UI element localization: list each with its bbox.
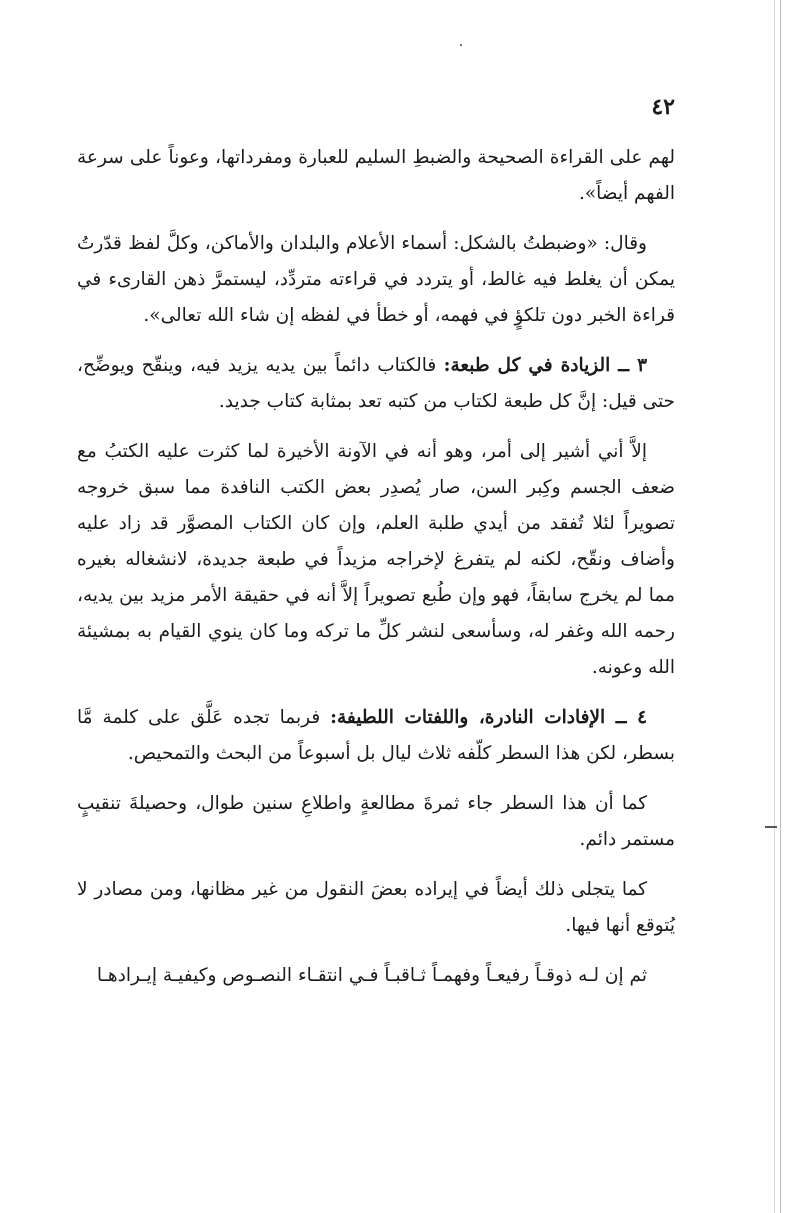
- paragraph-8: [77, 958, 675, 994]
- paragraph-6-text: كما أن هذا السطر جاء ثمرةَ مطالعةٍ واطلاعِ سنين طوال، وحصيلةَ تنقيبٍ مستمر دائم.: [77, 793, 675, 850]
- paragraph-8-text: ثم إن لـه ذوقـاً رفيعـاً وفهمـاً ثـاقبـاً فـي انتقـاء النصـوص وكيفيـة إيـرادهـا: [96, 965, 647, 986]
- paragraph-5: [77, 700, 675, 772]
- paragraph-4: [77, 434, 675, 686]
- paragraph-4-text: إلاَّ أني أشير إلى أمر، وهو أنه في الآونة الأخيرة لما كثرت عليه الكتبُ مع ضعف الجسم وكِبر السن، صار يُصدِر بعض الكتب النافدة مما سبق خروجه تصويراً لئلا تُفقد من أيدي طلبة العلم، وإن كان الكتاب المصوَّر قد زاد عليه وأضاف ونقّح، لكنه لم يتفرغ لإخراجه مزيداً في طبعة جديدة، لانشغاله بغيره مما لم يخرج سابقاً، فهو وإن طُبع تصويراً إلاَّ أنه في حقيقة الأمر مزيد بين يديه، رحمه الله وغفر له، وسأسعى لنشر كلِّ ما تركه وما كان ينوي القيام به بمشيئة الله وعونه.: [77, 441, 676, 678]
- paragraph-7: [77, 872, 675, 944]
- paragraph-1: [77, 140, 675, 212]
- paragraph-3-heading: ٣ ــ الزيادة في كل طبعة:: [443, 355, 647, 376]
- scan-edge-tick: [765, 826, 777, 828]
- paragraph-1-text: لهم على القراءة الصحيحة والضبطِ السليم للعبارة ومفرداتها، وعوناً على سرعة الفهم أيضاً».: [77, 147, 675, 204]
- body-text: [77, 140, 675, 1008]
- paragraph-3: [77, 348, 675, 420]
- paragraph-7-text: كما يتجلى ذلك أيضاً في إيراده بعضَ النقول من غير مظانها، ومن مصادر لا يُتوقع أنها فيها.: [77, 879, 675, 936]
- page-number: ٤٢: [651, 94, 675, 120]
- paragraph-5-heading: ٤ ــ الإفادات النادرة، واللفتات اللطيفة:: [330, 707, 648, 728]
- paragraph-5-text: فربما تجده عَلَّق على كلمة مَّا بسطر، لكن هذا السطر كلّفه ثلاث ليال بل أسبوعاً من البحث والتمحيص.: [77, 707, 675, 764]
- scan-edge-line-inner: [774, 0, 775, 1213]
- paragraph-2-text: وقال: «وضبطتُ بالشكل: أسماء الأعلام والبلدان والأماكن، وكلَّ لفظ قدّرتُ يمكن أن يغلط فيه غالط، أو يتردد في قراءته متردِّد، ليستمرَّ ذهن القارىء في قراءة الخبر دون تلكؤٍ في فهمه، أو خطأ في لفظه إن شاء الله تعالى».: [77, 233, 675, 326]
- paragraph-6: [77, 786, 675, 858]
- paragraph-3-text: فالكتاب دائماً بين يديه يزيد فيه، وينقّح ويوضِّح، حتى قيل: إنَّ كل طبعة لكتاب من كتبه تعد بمثابة كتاب جديد.: [77, 355, 675, 412]
- scan-edge-line: [780, 0, 781, 1213]
- paragraph-2: [77, 226, 675, 334]
- top-mark: [460, 44, 462, 46]
